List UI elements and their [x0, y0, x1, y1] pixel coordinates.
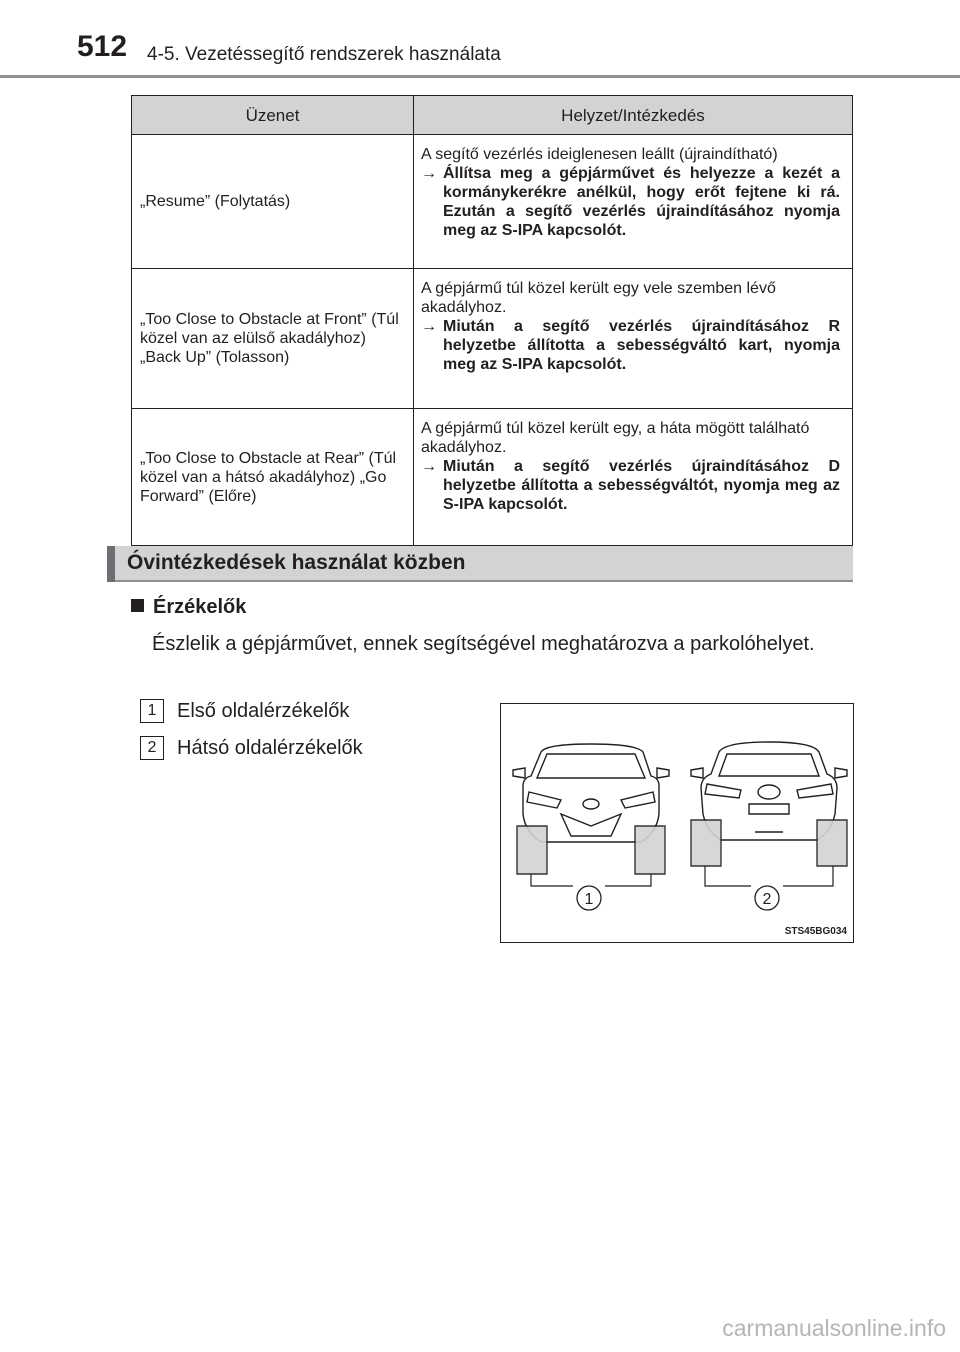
message-cell: „Too Close to Obstacle at Rear” (Túl közel van a hátsó akadályhoz) „Go Forward” (Előre): [132, 409, 414, 546]
number-badge: 2: [140, 736, 164, 760]
arrow-icon: →: [421, 458, 437, 475]
list-item-label: Hátsó oldalérzékelők: [177, 737, 363, 759]
rear-sensor-zones: [691, 820, 847, 866]
car-sensors-drawing: [501, 704, 853, 942]
watermark: carmanualsonline.info: [722, 1315, 946, 1341]
header-rule: [0, 75, 960, 78]
situation-cell: [414, 269, 853, 409]
situation-text: A gépjármű túl közel került egy, a háta mögött található akadályhoz.: [421, 420, 810, 456]
message-cell: „Resume” (Folytatás): [132, 135, 414, 269]
message-cell: „Too Close to Obstacle at Front” (Túl közel van az elülső akadályhoz) „Back Up” (Tolasson): [132, 269, 414, 409]
page-number: 512: [77, 30, 128, 63]
action-text: Miután a segítő vezérlés újraindításához R helyzetbe állította a sebességváltó kart, nyomja meg az S-IPA kapcsolót.: [443, 318, 840, 373]
column-header-situation: Helyzet/Intézkedés: [414, 96, 853, 135]
action-line: [421, 164, 840, 240]
arrow-icon: →: [421, 165, 437, 182]
list-item: [140, 736, 363, 760]
subsection-body: Észlelik a gépjárművet, ennek segítségével meghatározva a parkolóhelyet.: [152, 633, 815, 655]
callout-2-label: 2: [762, 891, 772, 908]
sensor-illustration: [500, 703, 854, 943]
subsection-heading: [131, 596, 246, 619]
situation-text: A segítő vezérlés ideiglenesen leállt (újraindítható): [421, 146, 778, 163]
message-table: [131, 95, 853, 546]
section-title: Óvintézkedések használat közben: [127, 551, 466, 574]
number-badge: 1: [140, 699, 164, 723]
table-row: [132, 269, 853, 409]
action-text: Állítsa meg a gépjárművet és helyezze a kezét a kormánykerékre anélkül, hogy erőt fejtene ki rá. Ezután a segítő vezérlés újraindításához nyomja meg az S-IPA kapcsolót.: [443, 165, 840, 239]
situation-cell: [414, 135, 853, 269]
section-header: [107, 546, 853, 582]
table-row: [132, 409, 853, 546]
subsection-heading-text: Érzékelők: [153, 596, 247, 618]
arrow-icon: →: [421, 318, 437, 335]
figure-code: STS45BG034: [784, 926, 847, 937]
table-header-row: [132, 96, 853, 135]
action-line: [421, 317, 840, 374]
table-row: [132, 135, 853, 269]
callout-lines: [531, 866, 833, 886]
list-item: [140, 699, 349, 723]
action-line: [421, 457, 840, 514]
chapter-title: 4-5. Vezetéssegítő rendszerek használata: [147, 44, 501, 65]
column-header-message: Üzenet: [132, 96, 414, 135]
list-item-label: Első oldalérzékelők: [177, 700, 350, 722]
situation-cell: [414, 409, 853, 546]
square-bullet-icon: [131, 599, 144, 612]
front-sensor-zones: [517, 826, 665, 874]
action-text: Miután a segítő vezérlés újraindításához D helyzetbe állította a sebességváltót, nyomja meg az S-IPA kapcsolót.: [443, 458, 840, 513]
callout-1-label: 1: [584, 891, 594, 908]
section-accent: [107, 546, 115, 582]
situation-text: A gépjármű túl közel került egy vele szemben lévő akadályhoz.: [421, 280, 776, 316]
